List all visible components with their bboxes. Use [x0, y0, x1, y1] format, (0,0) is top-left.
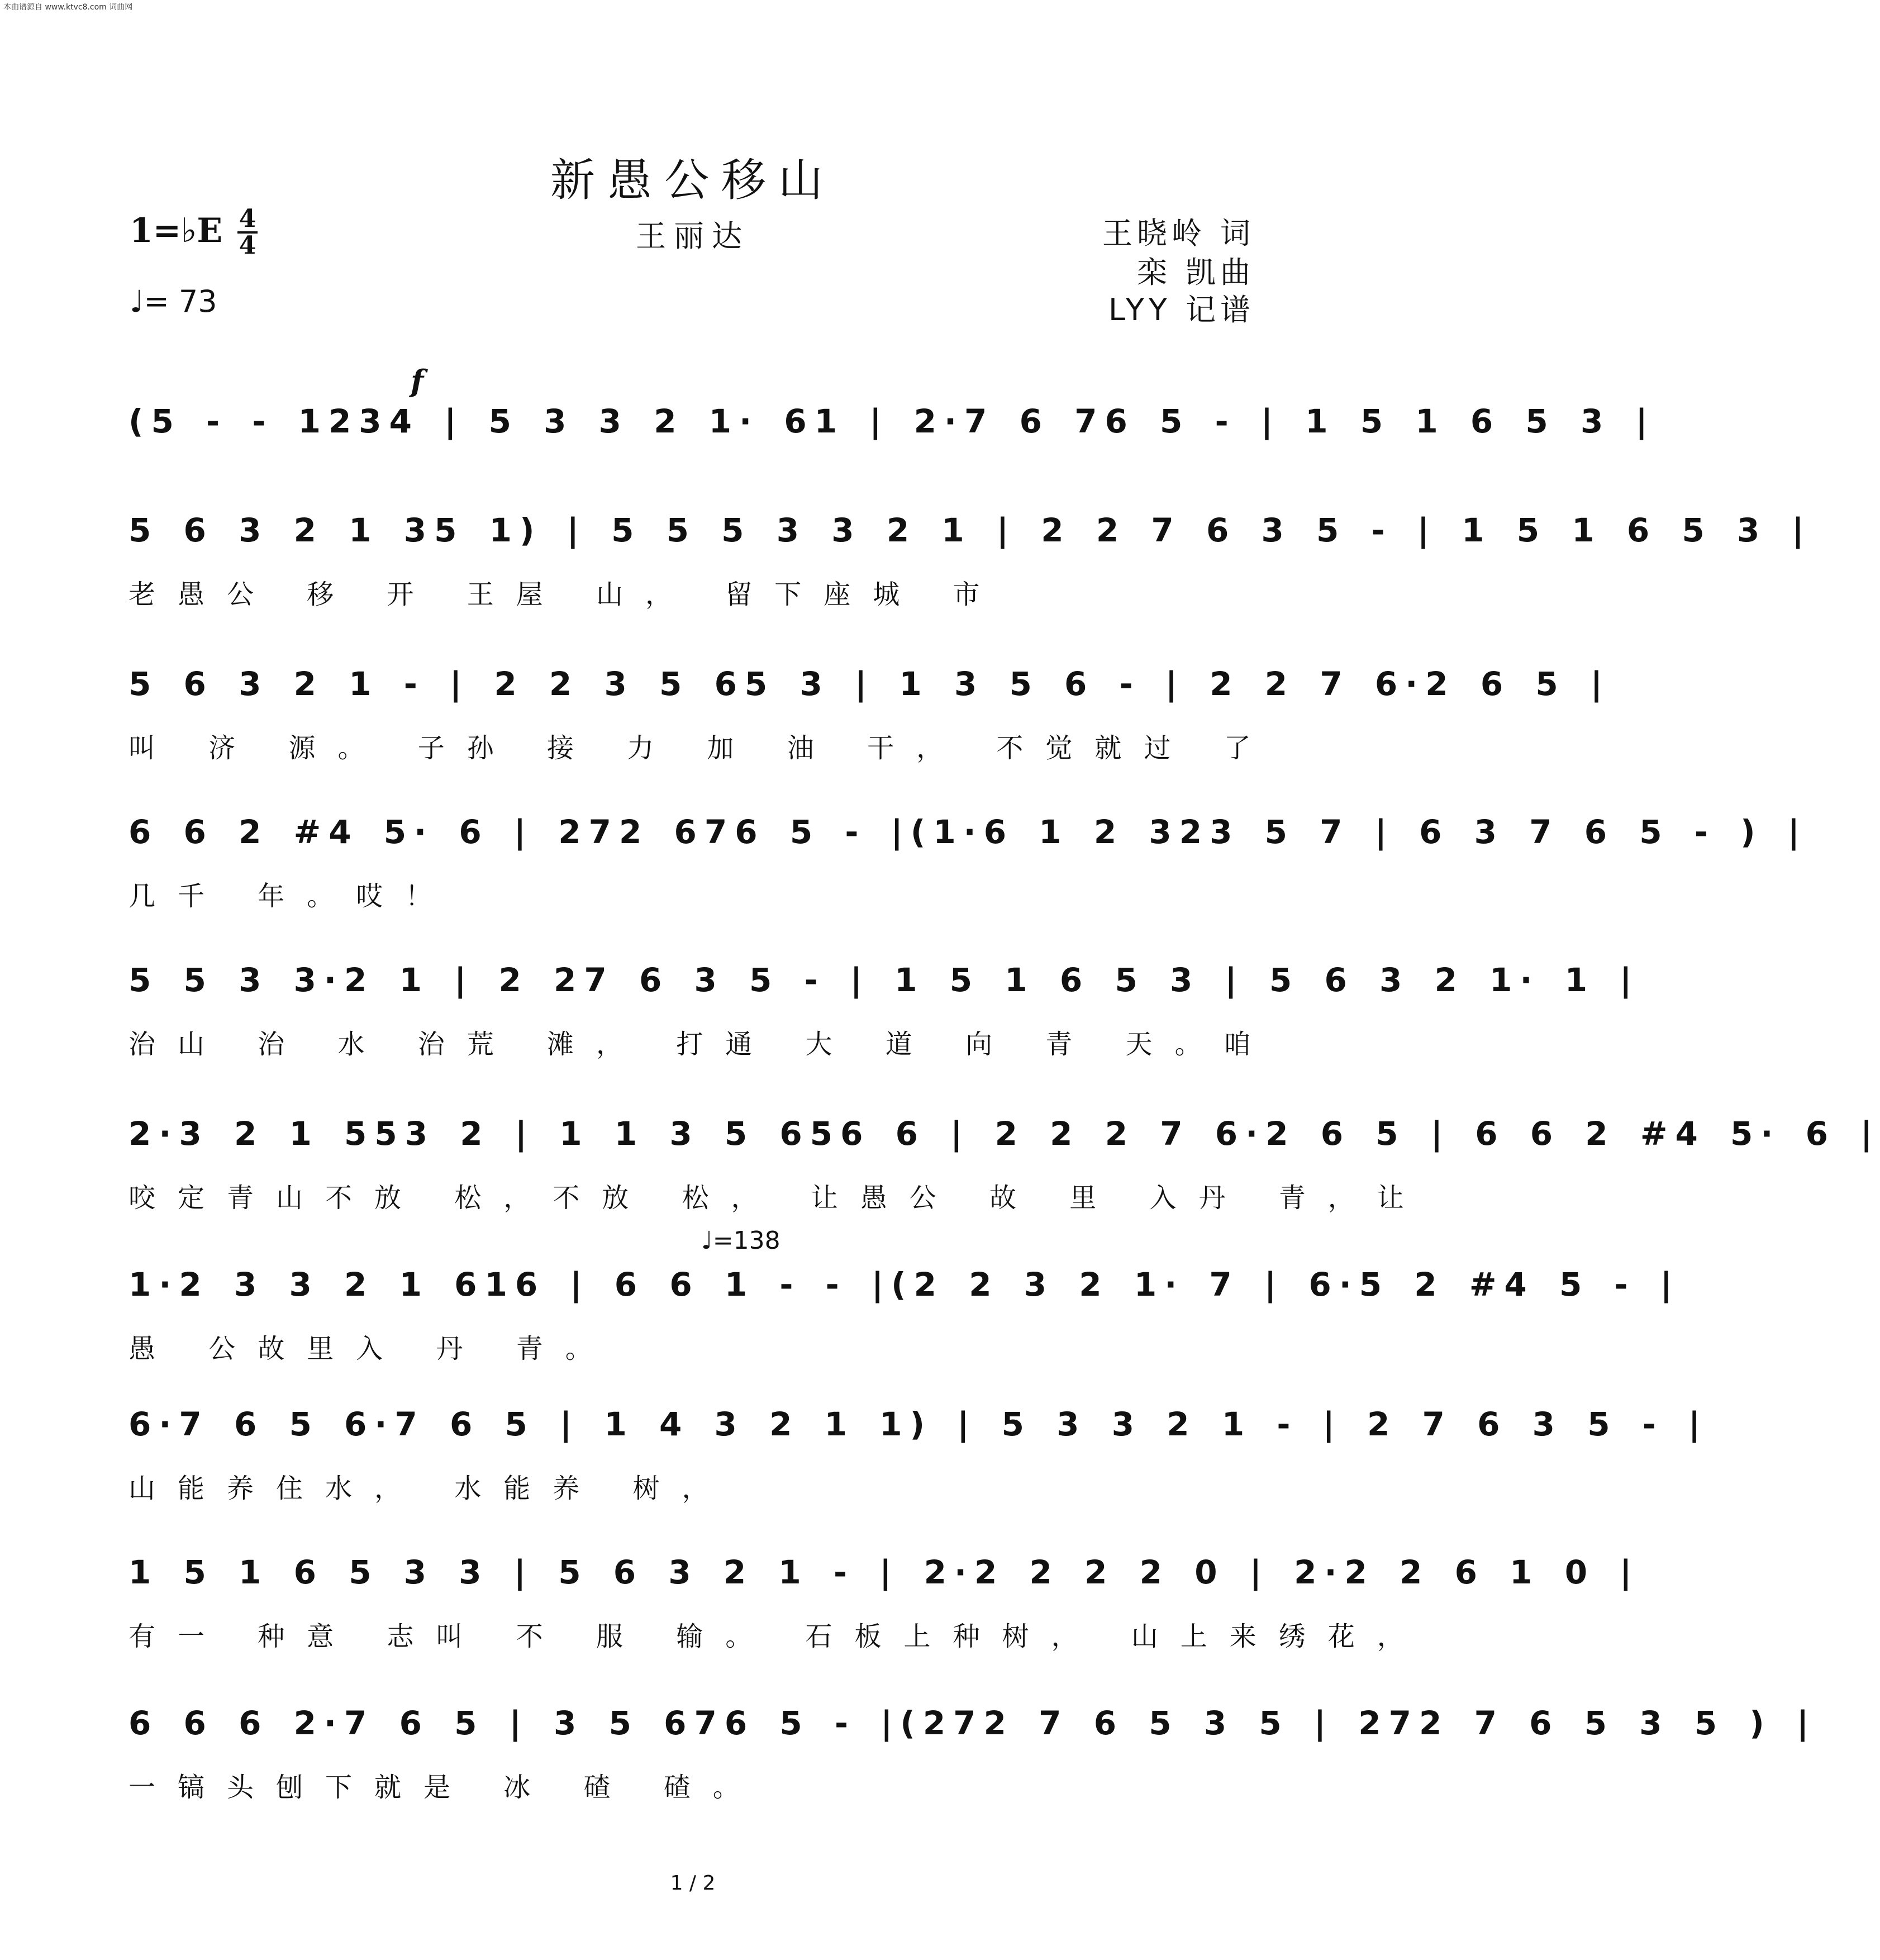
notation-line: 1·2 3 3 2 1 616 | 6 6 1 - - |(2 2 3 2 1· 7 | 6·5 2 #4 5 - | [128, 1266, 1680, 1304]
lyrics-line [128, 464, 1257, 503]
lyrics-line: 有一 种意 志叫 不 服 输。 石板上种树， 山上来绣花， [128, 1621, 1426, 1652]
notation-line: 1 5 1 6 5 3 3 | 5 6 3 2 1 - | 2·2 2 2 2 0 | 2·2 2 6 1 0 | [128, 1553, 1640, 1591]
key-signature: 1=♭E [130, 211, 223, 250]
notation-line: (5 - - 1234 | 5 3 3 2 1· 61 | 2·7 6 76 5 - | 1 5 1 6 5 3 | [128, 402, 1655, 440]
notation-line: 6·7 6 5 6·7 6 5 | 1 4 3 2 1 1) | 5 3 3 2 1 - | 2 7 6 3 5 - | [128, 1405, 1708, 1443]
time-signature-bottom: 4 [239, 231, 256, 260]
lyrics-line: 山能养住水， 水能养 树， [128, 1473, 731, 1504]
lyrics-line: 咬定青山不放 松，不放 松， 让愚公 故 里 入丹 青，让 [128, 1182, 1426, 1214]
lyrics-line: 治山 治 水 治荒 滩， 打通 大 道 向 青 天。咱 [128, 1029, 1273, 1060]
notation-line: 5 6 3 2 1 35 1) | 5 5 5 3 3 2 1 | 2 2 7 6 3 5 - | 1 5 1 6 5 3 | [128, 511, 1812, 549]
composer-credit: 栾 凯曲 [1136, 255, 1255, 290]
notation-line: 5 6 3 2 1 - | 2 2 3 5 65 3 | 1 3 5 6 - | 2 2 7 6·2 6 5 | [128, 665, 1611, 703]
source-note: 本曲谱源自 www.ktvc8.com 词曲网 [3, 3, 133, 12]
notation-line: 6 6 2 #4 5· 6 | 272 676 5 - |(1·6 1 2 323 5 7 | 6 3 7 6 5 - ) | [128, 813, 1807, 851]
page-number: 1 / 2 [670, 1872, 716, 1895]
notation-line: 5 5 3 3·2 1 | 2 27 6 3 5 - | 1 5 1 6 5 3 | 5 6 3 2 1· 1 | [128, 961, 1640, 999]
song-title: 新愚公移山 [550, 154, 835, 206]
time-signature-top: 4 [239, 204, 256, 233]
notation-line: 2·3 2 1 553 2 | 1 1 3 5 656 6 | 2 2 2 7 6·2 6 5 | 6 6 2 #4 5· 6 | [128, 1115, 1880, 1153]
lyrics-line: 叫 济 源。 子孙 接 力 加 油 干， 不觉就过 了 [128, 732, 1273, 764]
singer-name: 王丽达 [636, 218, 750, 254]
lyrics-line: 一镐头刨下就是 冰 碴 碴。 [128, 1772, 762, 1803]
tempo-change: ♩=138 [701, 1226, 780, 1255]
time-signature [237, 204, 258, 260]
dynamic-marking: f [411, 363, 424, 399]
notation-line: 6 6 6 2·7 6 5 | 3 5 676 5 - |(272 7 6 5 3 5 | 272 7 6 5 3 5 ) | [128, 1704, 1817, 1742]
tempo-marking: ♩= 73 [130, 284, 217, 319]
lyricist-credit: 王晓岭 词 [1102, 216, 1255, 251]
lyrics-line: 愚 公故里入 丹 青。 [128, 1333, 615, 1364]
lyrics-line: 老愚公 移 开 王屋 山， 留下座城 市 [128, 579, 1002, 610]
transcriber-credit: LYY 记谱 [1108, 292, 1255, 327]
lyrics-line: 几千 年。哎！ [128, 881, 455, 912]
